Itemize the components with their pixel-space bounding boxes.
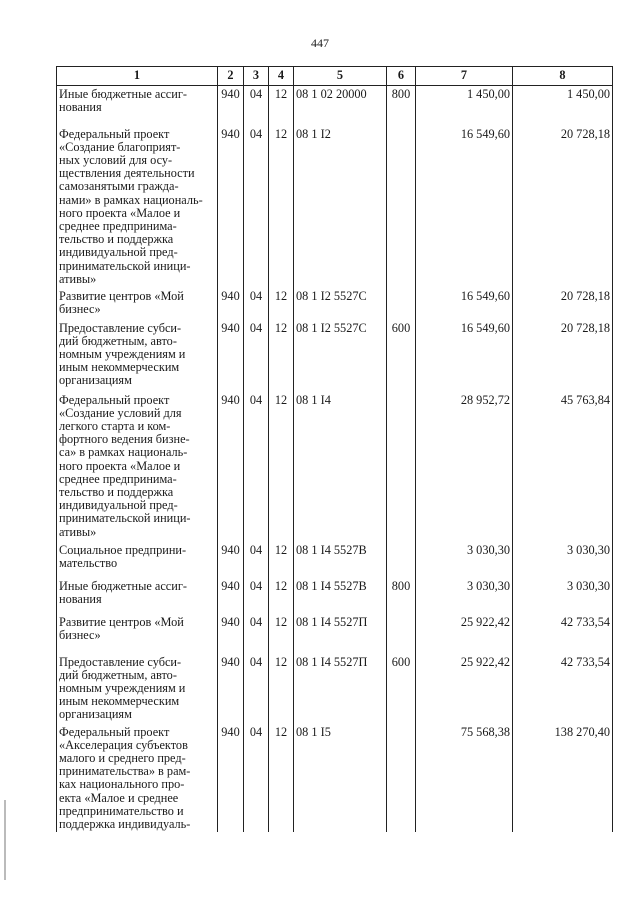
row-expense-type	[387, 542, 416, 578]
row-section-code: 04	[244, 542, 269, 578]
row-name: Федеральный проект «Создание условий для легкого старта и ком- фортного ведения бизне- са» в рамках националь- ного проекта «Малое и среднее предпринима- тельство и поддержка индивидуальной пред- принимательской иници- ативы»	[57, 392, 218, 542]
budget-table	[56, 66, 613, 832]
row-amount-year1: 16 549,60	[416, 288, 513, 320]
row-expense-type: 600	[387, 654, 416, 724]
header-col-7: 7	[416, 67, 513, 86]
table-row	[57, 724, 613, 832]
row-subsection-code: 12	[269, 614, 294, 654]
row-subsection-code: 12	[269, 320, 294, 392]
row-name: Федеральный проект «Создание благоприят- ных условий для осу- ществления деятельности самозанятыми гражда- нами» в рамках националь- ного проекта «Малое и среднее предпринима- тельство и поддержка индивидуальной пред- принимательской иници- ативы»	[57, 126, 218, 288]
row-subsection-code: 12	[269, 86, 294, 126]
table-row	[57, 654, 613, 724]
row-ministry-code: 940	[218, 126, 244, 288]
scan-edge-mark	[4, 800, 6, 880]
page-number: 447	[311, 36, 329, 50]
row-target-article: 08 1 I2 5527С	[294, 320, 387, 392]
row-amount-year1: 25 922,42	[416, 654, 513, 724]
row-subsection-code: 12	[269, 654, 294, 724]
row-name: Предоставление субси- дий бюджетным, авто- номным учреждениям и иным некоммерческим организациям	[57, 320, 218, 392]
row-amount-year2: 1 450,00	[513, 86, 613, 126]
table-row	[57, 86, 613, 126]
row-amount-year2: 42 733,54	[513, 654, 613, 724]
row-ministry-code: 940	[218, 578, 244, 614]
row-section-code: 04	[244, 654, 269, 724]
row-name: Социальное предприни- мательство	[57, 542, 218, 578]
row-amount-year2: 20 728,18	[513, 320, 613, 392]
row-subsection-code: 12	[269, 542, 294, 578]
row-name: Иные бюджетные ассиг- нования	[57, 86, 218, 126]
row-amount-year1: 75 568,38	[416, 724, 513, 832]
row-name: Предоставление субси- дий бюджетным, авто- номным учреждениям и иным некоммерческим организациям	[57, 654, 218, 724]
row-subsection-code: 12	[269, 578, 294, 614]
header-col-4: 4	[269, 67, 294, 86]
row-subsection-code: 12	[269, 126, 294, 288]
row-section-code: 04	[244, 126, 269, 288]
row-ministry-code: 940	[218, 288, 244, 320]
table-row	[57, 578, 613, 614]
header-col-1: 1	[57, 67, 218, 86]
row-name: Развитие центров «Мой бизнес»	[57, 614, 218, 654]
table-row	[57, 542, 613, 578]
row-section-code: 04	[244, 288, 269, 320]
row-section-code: 04	[244, 614, 269, 654]
row-name: Развитие центров «Мой бизнес»	[57, 288, 218, 320]
table-row	[57, 320, 613, 392]
row-target-article: 08 1 I2 5527С	[294, 288, 387, 320]
row-name: Федеральный проект «Акселерация субъектов малого и среднего пред- принимательства» в рам- ках национального про- екта «Малое и среднее предпринимательство и поддержка индивидуаль-	[57, 724, 218, 832]
row-ministry-code: 940	[218, 654, 244, 724]
row-amount-year2: 138 270,40	[513, 724, 613, 832]
row-amount-year2: 42 733,54	[513, 614, 613, 654]
row-amount-year2: 20 728,18	[513, 288, 613, 320]
row-target-article: 08 1 02 20000	[294, 86, 387, 126]
row-expense-type: 800	[387, 578, 416, 614]
row-amount-year2: 3 030,30	[513, 578, 613, 614]
row-amount-year1: 28 952,72	[416, 392, 513, 542]
row-section-code: 04	[244, 578, 269, 614]
table-row	[57, 392, 613, 542]
row-ministry-code: 940	[218, 542, 244, 578]
row-ministry-code: 940	[218, 320, 244, 392]
row-target-article: 08 1 I4 5527В	[294, 578, 387, 614]
table-row	[57, 288, 613, 320]
row-section-code: 04	[244, 320, 269, 392]
row-target-article: 08 1 I4 5527П	[294, 654, 387, 724]
row-expense-type	[387, 724, 416, 832]
row-subsection-code: 12	[269, 724, 294, 832]
table-row	[57, 614, 613, 654]
row-target-article: 08 1 I4 5527В	[294, 542, 387, 578]
row-ministry-code: 940	[218, 392, 244, 542]
row-target-article: 08 1 I4 5527П	[294, 614, 387, 654]
row-expense-type	[387, 126, 416, 288]
row-expense-type: 800	[387, 86, 416, 126]
row-amount-year2: 3 030,30	[513, 542, 613, 578]
row-expense-type	[387, 614, 416, 654]
row-amount-year1: 3 030,30	[416, 578, 513, 614]
header-col-6: 6	[387, 67, 416, 86]
row-expense-type	[387, 288, 416, 320]
table-row	[57, 126, 613, 288]
row-amount-year1: 1 450,00	[416, 86, 513, 126]
row-ministry-code: 940	[218, 614, 244, 654]
row-amount-year1: 3 030,30	[416, 542, 513, 578]
row-section-code: 04	[244, 392, 269, 542]
row-target-article: 08 1 I2	[294, 126, 387, 288]
row-subsection-code: 12	[269, 288, 294, 320]
table-header	[57, 67, 613, 86]
header-col-2: 2	[218, 67, 244, 86]
row-amount-year1: 16 549,60	[416, 320, 513, 392]
row-amount-year1: 16 549,60	[416, 126, 513, 288]
row-expense-type: 600	[387, 320, 416, 392]
row-subsection-code: 12	[269, 392, 294, 542]
header-col-8: 8	[513, 67, 613, 86]
row-ministry-code: 940	[218, 724, 244, 832]
header-col-3: 3	[244, 67, 269, 86]
row-section-code: 04	[244, 724, 269, 832]
table-body	[57, 86, 613, 832]
header-col-5: 5	[294, 67, 387, 86]
row-expense-type	[387, 392, 416, 542]
row-ministry-code: 940	[218, 86, 244, 126]
row-section-code: 04	[244, 86, 269, 126]
row-name: Иные бюджетные ассиг- нования	[57, 578, 218, 614]
row-amount-year1: 25 922,42	[416, 614, 513, 654]
row-target-article: 08 1 I5	[294, 724, 387, 832]
row-amount-year2: 45 763,84	[513, 392, 613, 542]
row-amount-year2: 20 728,18	[513, 126, 613, 288]
row-target-article: 08 1 I4	[294, 392, 387, 542]
